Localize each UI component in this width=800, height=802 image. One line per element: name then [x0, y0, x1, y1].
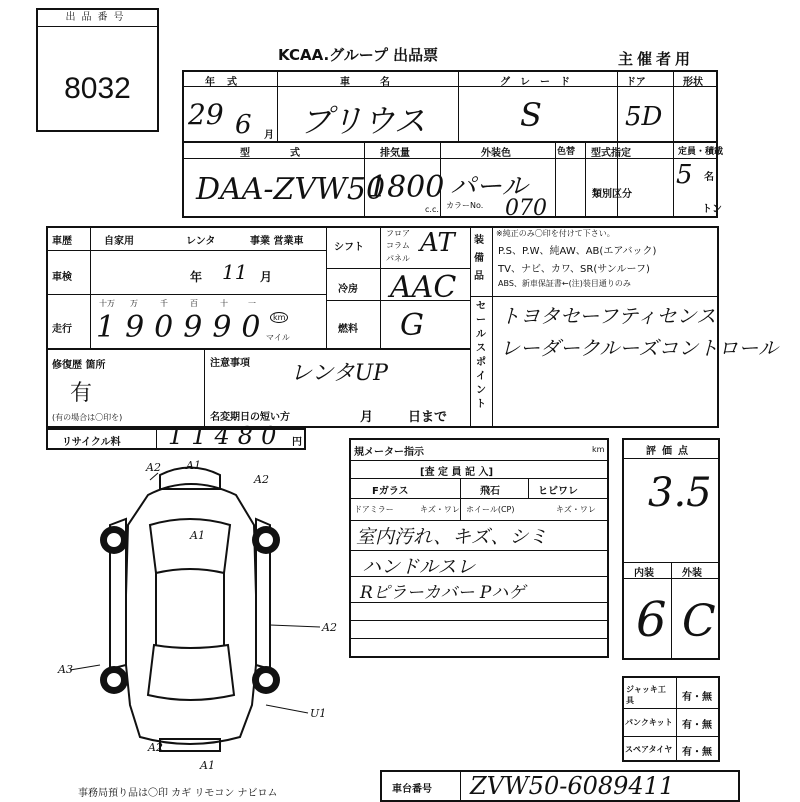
jack-label: ジャッキ工具	[626, 685, 666, 705]
km-label: km	[270, 312, 288, 323]
recycle-label: リサイクル料	[62, 437, 121, 448]
sales-point-2: レーダークルーズコントロール	[500, 336, 778, 360]
capacity-unit: 名	[704, 172, 714, 183]
mileage-label: 走行	[52, 324, 72, 335]
comment-1: 室内汚れ、キズ、シミ	[356, 526, 548, 548]
type-label: 形状	[683, 77, 703, 88]
interior-label: 内装	[634, 568, 654, 579]
mark-u1-right: U1	[310, 707, 327, 720]
mile-label: マイル	[266, 333, 290, 342]
mileage-value: 190990	[96, 310, 271, 345]
usage-business: 事業 営業車	[250, 236, 304, 247]
stone-label: 飛石	[480, 486, 500, 497]
sales-point-1: トヨタセーフティセンス	[500, 304, 716, 328]
equipment-line1: P.S、P.W、純AW、AB(エアバック)	[498, 246, 657, 257]
exterior-score: C	[682, 596, 716, 647]
unit-1k: 千	[160, 299, 168, 308]
equipment-note: ※純正のみ〇印を付けて下さい。	[496, 229, 615, 238]
shaken-year: 年	[190, 270, 203, 284]
equipment-line2: TV、ナビ、カワ、SR(サンルーフ)	[498, 264, 650, 275]
color-value: パール	[450, 172, 528, 202]
mirror-label: ドアミラー	[354, 505, 394, 514]
spec-label: 型式指定	[591, 148, 631, 159]
capacity-label: 定員・積載	[678, 147, 724, 157]
door-value: 5D	[625, 102, 663, 132]
color-code: 070	[505, 196, 547, 221]
month-value: 6	[235, 110, 252, 140]
usage-private: 自家用	[104, 236, 134, 247]
year-value: 29	[188, 98, 224, 131]
equipment-line3: ABS、新車保証書←(注)装目通りのみ	[498, 279, 631, 288]
puncture-label: パンクキット	[625, 718, 673, 727]
shift-panel: パネル	[386, 254, 410, 263]
grade-label: グレード	[500, 77, 580, 88]
mark-a2-top-left: A2	[146, 461, 161, 474]
sales-point-label: セールスポイント	[476, 301, 486, 410]
cc-label: 排気量	[380, 148, 410, 159]
grade-value: S	[520, 96, 542, 134]
lot-number: 8032	[64, 72, 131, 105]
fuel-value: G	[400, 308, 424, 343]
aircon-value: AAC	[390, 270, 457, 305]
notes-value: レンタUP	[290, 361, 388, 386]
recycle-unit: 円	[292, 437, 302, 448]
month-unit: 月	[264, 130, 274, 141]
chassis-value: ZVW50-6089411	[470, 772, 675, 800]
shift-label: シフト	[334, 242, 364, 253]
mark-a2-bottom: A2	[148, 741, 163, 754]
unit-100k: 十万	[99, 299, 115, 308]
lot-number-box	[36, 8, 159, 132]
name-change-month: 月	[360, 410, 374, 425]
score-label: 評価点	[646, 446, 694, 457]
model-value: DAA-ZVW50	[196, 172, 386, 207]
model-label: 型式	[240, 148, 340, 159]
car-damage-diagram	[40, 455, 350, 775]
lot-label: 出品番号	[38, 10, 157, 27]
load-unit: トン	[702, 204, 722, 215]
wheel-label: ホイール(CP)	[466, 505, 515, 514]
repair-value: 有	[70, 381, 93, 406]
form-title: KCAA.グループ 出品票	[278, 46, 439, 64]
repair-label: 修復歴 箇所	[52, 360, 106, 371]
mark-a2-top-right: A2	[254, 473, 269, 486]
cc-unit: c.c.	[425, 205, 439, 214]
color-label: 外装色	[481, 148, 511, 159]
usage-rental: レンタ	[186, 236, 216, 247]
door-label: ドア	[626, 77, 646, 88]
name-label: 車名	[340, 77, 420, 88]
interior-score: 6	[636, 592, 667, 648]
recycle-amount: 11480	[168, 422, 285, 450]
color-code-label: カラーNo.	[446, 201, 484, 210]
name-change-label: 名変期日の短い方	[210, 412, 290, 423]
chassis-label: 車台番号	[392, 784, 432, 795]
keys-note: 事務局預り品は〇印 カギ リモコン ナビロム	[78, 788, 278, 799]
repair-note: (有の場合は〇印を)	[52, 413, 123, 422]
mark-a1-bottom: A1	[200, 759, 215, 772]
puncture-value: 有・無	[682, 720, 712, 731]
jack-value: 有・無	[682, 692, 712, 703]
category-label: 類別区分	[592, 189, 632, 200]
sponsor-label: 主催者用	[618, 50, 695, 68]
mark-a1-roof: A1	[190, 529, 205, 542]
mark-a3-left: A3	[58, 663, 73, 676]
comment-2: ハンドルスレ	[362, 556, 476, 578]
mirror-opts: キズ・ワレ	[420, 505, 460, 514]
fuel-label: 燃料	[338, 324, 358, 335]
year-label: 年式	[205, 77, 249, 88]
shaken-month: 11	[222, 260, 248, 284]
unit-1: 一	[248, 299, 256, 308]
unit-10: 十	[220, 299, 228, 308]
score-value: 3.5	[648, 470, 712, 516]
shaken-month-unit: 月	[260, 270, 273, 284]
crack-label: ヒビワレ	[538, 486, 578, 497]
shift-column: コラム	[386, 241, 410, 250]
shift-floor: フロア	[386, 229, 410, 238]
aircon-label: 冷房	[338, 284, 358, 295]
equipment-label: 装備品	[474, 235, 484, 282]
capacity-value: 5	[676, 160, 693, 190]
shift-value: AT	[420, 228, 455, 258]
cc-value: 1800	[368, 170, 445, 205]
comment-3: Rピラーカバー Pハゲ	[360, 583, 526, 603]
car-name: プリウス	[300, 102, 426, 140]
name-change-day: 日まで	[408, 410, 448, 425]
glass-label: Fガラス	[372, 486, 409, 497]
spare-value: 有・無	[682, 747, 712, 758]
usage-label: 車歴	[52, 236, 72, 247]
inspect-label: [査 定 員 記 入]	[420, 467, 494, 478]
meter-label: 規メーター指示	[354, 447, 424, 458]
mark-a2-right: A2	[322, 621, 337, 634]
unit-10k: 万	[130, 299, 138, 308]
meter-km: km	[592, 445, 605, 454]
spare-label: スペアタイヤ	[625, 745, 673, 754]
mark-a1-top: A1	[186, 459, 201, 472]
iro-label: 色替	[557, 147, 576, 157]
wheel-opts: キズ・ワレ	[556, 505, 596, 514]
shaken-label: 車検	[52, 272, 72, 283]
unit-100: 百	[190, 299, 198, 308]
exterior-label: 外装	[682, 568, 702, 579]
notes-label: 注意事項	[210, 358, 250, 369]
